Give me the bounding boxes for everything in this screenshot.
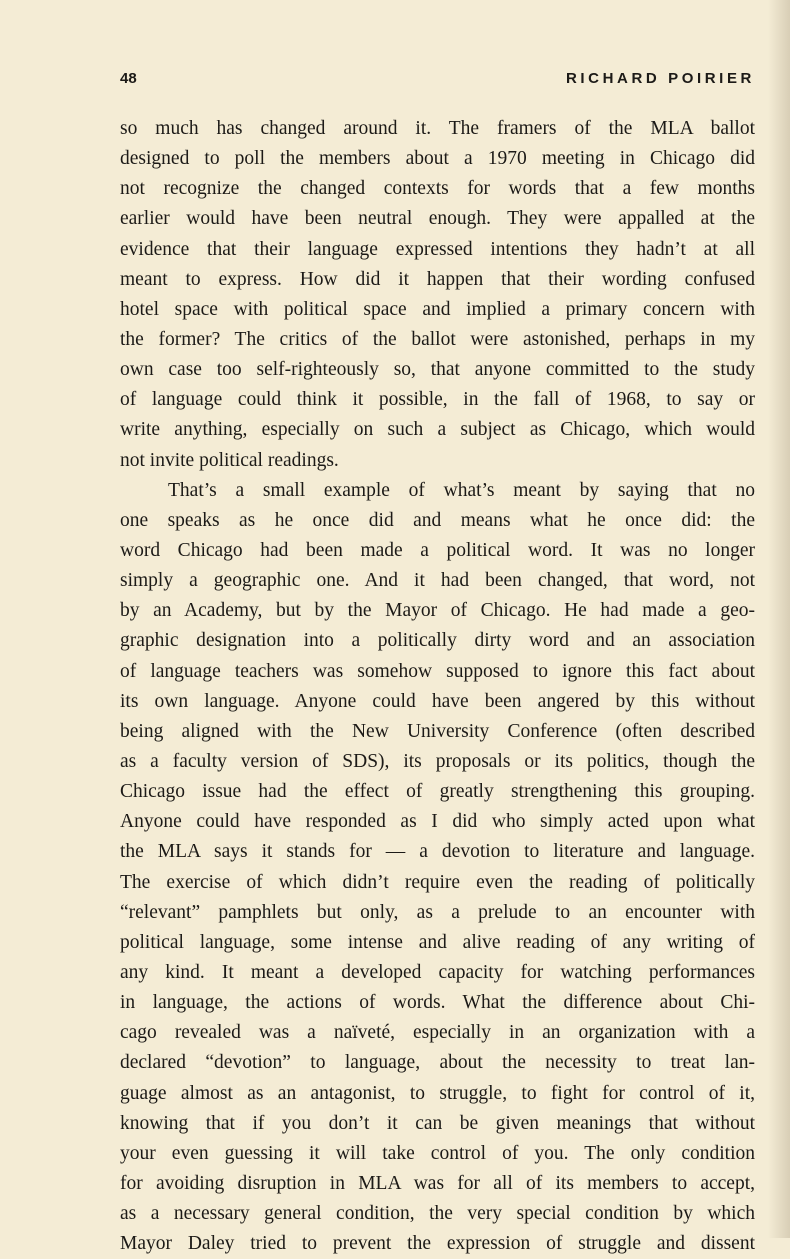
text-line: cago revealed was a naïveté, especially in an organization with a: [120, 1022, 755, 1044]
text-line: earlier would have been neutral enough. They were appalled at the: [120, 208, 755, 230]
body-text: [120, 114, 755, 1259]
text-line: own case too self-righteously so, that anyone committed to the study: [120, 359, 755, 381]
text-line: hotel space with political space and implied a primary concern with: [120, 298, 755, 320]
text-line: Chicago issue had the effect of greatly strengthening this grouping.: [120, 781, 755, 803]
text-line: evidence that their language expressed intentions they hadn’t at all: [120, 238, 755, 260]
text-line: of language could think it possible, in the fall of 1968, to say or: [120, 389, 755, 411]
text-line: your even guessing it will take control of you. The only condition: [120, 1142, 755, 1164]
text-line: That’s a small example of what’s meant by saying that no: [168, 479, 755, 501]
text-line: its own language. Anyone could have been angered by this without: [120, 690, 755, 712]
text-line: guage almost as an antagonist, to struggle, to fight for control of it,: [120, 1082, 755, 1104]
text-line: Anyone could have responded as I did who simply acted upon what: [120, 811, 755, 833]
text-line: declared “devotion” to language, about the necessity to treat lan-: [120, 1052, 755, 1074]
text-line: Mayor Daley tried to prevent the expression of struggle and dissent: [120, 1233, 755, 1255]
text-line: for avoiding disruption in MLA was for all of its members to accept,: [120, 1172, 755, 1194]
paragraph: [120, 114, 755, 476]
text-line: not invite political readings.: [120, 449, 339, 471]
text-line: as a faculty version of SDS), its proposals or its politics, though the: [120, 750, 755, 772]
text-line: The exercise of which didn’t require even the reading of politically: [120, 871, 755, 893]
running-head: RICHARD POIRIER: [565, 70, 755, 87]
text-line: the former? The critics of the ballot were astonished, perhaps in my: [120, 328, 755, 350]
text-line: simply a geographic one. And it had been changed, that word, not: [120, 570, 755, 592]
text-line: by an Academy, but by the Mayor of Chicago. He had made a geo-: [120, 600, 755, 622]
text-line: in language, the actions of words. What the difference about Chi-: [120, 992, 755, 1014]
text-line: knowing that if you don’t it can be given meanings that without: [120, 1112, 755, 1134]
page-header: [120, 70, 755, 94]
text-line: one speaks as he once did and means what he once did: the: [120, 509, 755, 531]
text-line: so much has changed around it. The framers of the MLA ballot: [120, 118, 755, 139]
page-edge-shadow: [768, 0, 790, 1238]
text-line: political language, some intense and alive reading of any writing of: [120, 931, 755, 953]
text-line: the MLA says it stands for — a devotion to literature and language.: [120, 841, 755, 863]
text-line: meant to express. How did it happen that their wording confused: [120, 268, 755, 290]
text-line: “relevant” pamphlets but only, as a prelude to an encounter with: [120, 901, 755, 923]
text-line: as a necessary general condition, the very special condition by which: [120, 1203, 755, 1225]
text-line: any kind. It meant a developed capacity for watching performances: [120, 961, 755, 983]
text-line: graphic designation into a politically dirty word and an association: [120, 630, 755, 652]
paragraph: [120, 476, 755, 1259]
text-line: not recognize the changed contexts for words that a few months: [120, 178, 755, 200]
page-number: 48: [120, 70, 137, 87]
text-line: being aligned with the New University Conference (often described: [120, 720, 755, 742]
text-line: designed to poll the members about a 1970 meeting in Chicago did: [120, 148, 755, 170]
text-line: write anything, especially on such a subject as Chicago, which would: [120, 419, 755, 441]
text-line: of language teachers was somehow supposed to ignore this fact about: [120, 660, 755, 682]
text-line: word Chicago had been made a political word. It was no longer: [120, 539, 755, 561]
